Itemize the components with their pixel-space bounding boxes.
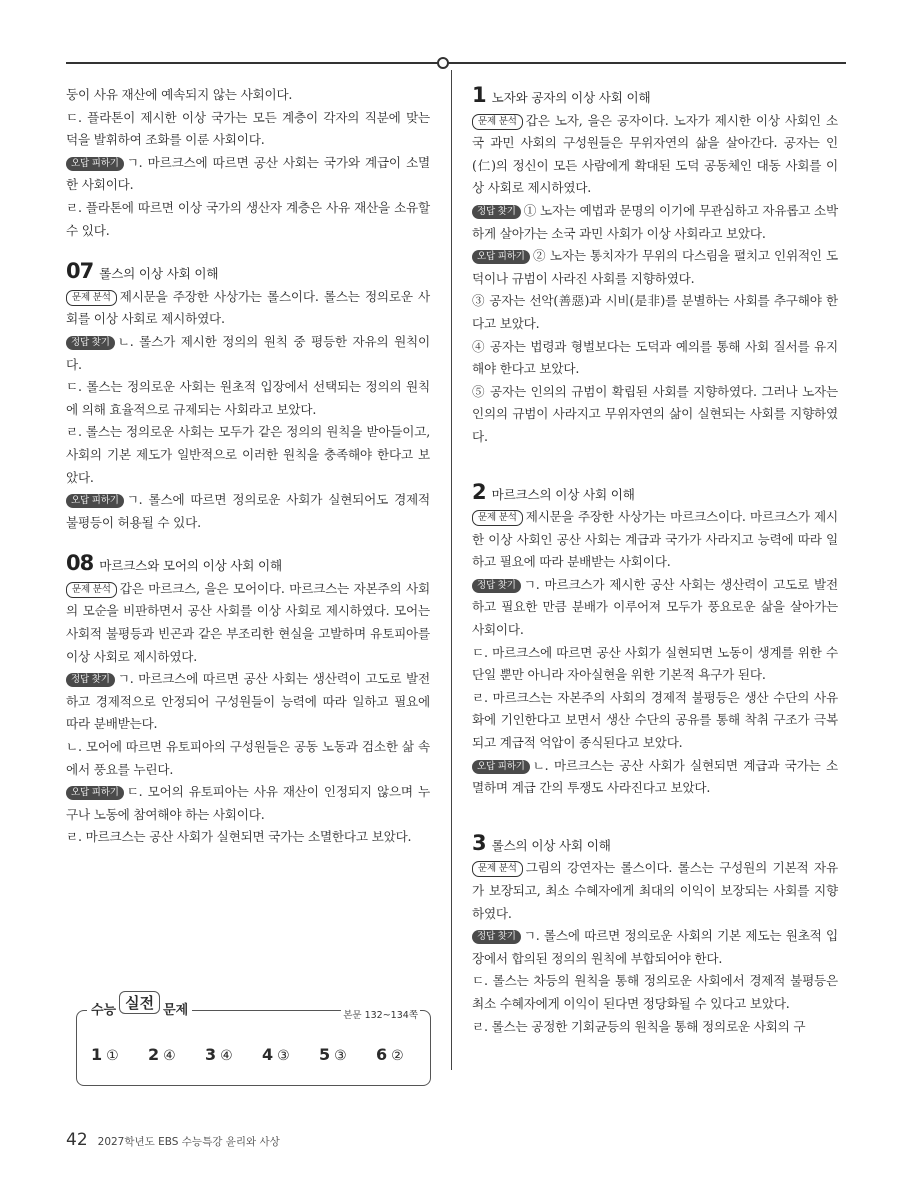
s2-analysis: 문제 분석 제시문을 주장한 사상가는 마르크스이다. 마르크스가 제시한 이상 사회인 공산 사회는 계급과 국가가 사라지고 능력에 따라 일하고 필요에 따라 분배받는 사회이다.: [472, 509, 838, 570]
s07-correct: 정답 찾기 ㄴ. 롤스가 제시한 정의의 원칙 중 평등한 자유의 원칙이다.: [66, 333, 430, 372]
section-2-title: 2 마르크스의 이상 사회 이해: [472, 479, 635, 504]
s08-wrong: 오답 피하기 ㄷ. 모어의 유토피아는 사유 재산이 인정되지 않으며 누구나 노동에 참여해야 하는 사회이다.: [66, 784, 430, 822]
s2-wrong: 오답 피하기 ㄴ. 마르크스는 공산 사회가 실현되면 계급과 국가는 소멸하며 계급 간의 투쟁도 사라진다고 보았다.: [472, 757, 838, 796]
column-divider: [451, 70, 452, 1070]
analysis-tag: 문제 분석: [472, 510, 523, 526]
page-number: 42: [66, 1130, 88, 1150]
s08-c2: ㄴ. 모어에 따르면 유토피아의 구성원들은 공동 노동과 검소한 삶 속에서 풍요를 누린다.: [66, 739, 430, 777]
left-column: [66, 84, 430, 849]
s2-correct: 정답 찾기 ㄱ. 마르크스가 제시한 공산 사회는 생산력이 고도로 발전하고 필요한 만큼 분배가 이루어져 모두가 풍요로운 삶을 살아가는 사회이다.: [472, 576, 838, 638]
page-footer: [66, 1130, 280, 1150]
s3-analysis: 문제 분석 그림의 강연자는 롤스이다. 롤스는 구성원의 기본적 자유가 보장되고, 최소 수혜자에게 최대의 이익이 보장되는 사회를 지향하였다.: [472, 860, 838, 921]
s3-c2: ㄷ. 롤스는 차등의 원칙을 통해 정의로운 사회에서 경제적 불평등은 최소 수혜자에게 이익이 된다면 정당화될 수 있다고 보았다.: [472, 973, 838, 1011]
section-3-title: 3 롤스의 이상 사회 이해: [472, 830, 611, 855]
s1-analysis: 문제 분석 갑은 노자, 을은 공자이다. 노자가 제시한 이상 사회인 소국 과민 사회의 구성원들은 무위자연의 삶을 살아간다. 공자는 인(仁)의 정신이 모든 사람에게 확대된 도덕 공동체인 대동 사회를 이상 사회로 제시하였다.: [472, 112, 838, 196]
wrong-tag: 오답 피하기: [472, 760, 530, 774]
s1-correct: 정답 찾기 ① 노자는 예법과 문명의 이기에 무관심하고 자유롭고 소박하게 살아가는 소국 과민 사회가 이상 사회라고 보았다.: [472, 202, 838, 241]
intro-wrong: 오답 피하기 ㄱ. 마르크스에 따르면 공산 사회는 국가와 계급이 소멸한 사회이다.: [66, 154, 430, 193]
answer-item: 3 ④: [205, 1045, 233, 1064]
s07-c3: ㄹ. 롤스는 정의로운 사회는 모두가 같은 정의의 원칙을 받아들이고, 사회의 기본 제도가 일반적으로 이러한 원칙을 충족해야 한다고 보았다.: [66, 424, 430, 485]
s08-w2: ㄹ. 마르크스는 공산 사회가 실현되면 국가는 소멸한다고 보았다.: [66, 829, 412, 845]
top-rule: [66, 62, 846, 64]
section-08-title: 08 마르크스와 모어의 이상 사회 이해: [66, 551, 282, 576]
wrong-tag: 오답 피하기: [66, 786, 124, 800]
intro-line-1: 둥이 사유 재산에 예속되지 않는 사회이다.: [66, 87, 293, 102]
answer-item: 2 ④: [148, 1045, 176, 1064]
analysis-tag: 문제 분석: [472, 861, 523, 877]
answer-item: 5 ③: [319, 1045, 347, 1064]
s08-correct: 정답 찾기 ㄱ. 마르크스에 따르면 공산 사회는 생산력이 고도로 발전하고 경제적으로 안정되어 구성원들이 능력에 따라 일하고 필요에 따라 분배받는다.: [66, 671, 430, 732]
correct-tag: 정답 찾기: [66, 336, 115, 350]
wrong-tag: 오답 피하기: [472, 250, 530, 264]
s1-w2: ③ 공자는 선악(善惡)과 시비(是非)를 분별하는 사회를 추구해야 한다고 보았다.: [472, 293, 838, 331]
s2-c2: ㄷ. 마르크스에 따르면 공산 사회가 실현되면 노동이 생계를 위한 수단일 뿐만 아니라 자아실현을 위한 기본적 욕구가 된다.: [472, 644, 838, 683]
answer-box: [76, 994, 431, 1086]
wrong-tag: 오답 피하기: [66, 157, 124, 171]
analysis-tag: 문제 분석: [472, 114, 523, 130]
s2-c3: ㄹ. 마르크스는 자본주의 사회의 경제적 불평등은 생산 수단의 사유화에 기인한다고 보면서 생산 수단의 공유를 통해 착취 구조가 극복되고 계급적 억압이 종식된다고 보았다.: [472, 689, 838, 751]
right-column: [472, 84, 838, 1038]
correct-tag: 정답 찾기: [472, 930, 521, 944]
analysis-tag: 문제 분석: [66, 582, 117, 598]
answer-box-label: 수능 실전 문제: [87, 997, 192, 1020]
section-1-title: 1 노자와 공자의 이상 사회 이해: [472, 83, 651, 107]
s1-wrong: 오답 피하기 ② 노자는 통치자가 무위의 다스림을 펼치고 인위적인 도덕이나 규범이 사라진 사회를 지향하였다.: [472, 248, 838, 286]
s3-correct: 정답 찾기 ㄱ. 롤스에 따르면 정의로운 사회의 기본 제도는 원초적 입장에서 합의된 정의의 원칙에 부합되어야 한다.: [472, 928, 838, 966]
answer-list: [91, 1045, 433, 1064]
s07-wrong: 오답 피하기 ㄱ. 롤스에 따르면 정의로운 사회가 실현되어도 경제적 불평등이 허용될 수 있다.: [66, 492, 430, 530]
correct-tag: 정답 찾기: [472, 205, 521, 219]
analysis-tag: 문제 분석: [66, 290, 117, 306]
answer-item: 1 ①: [91, 1045, 119, 1064]
intro-line-2: ㄷ. 플라톤이 제시한 이상 국가는 모든 계층이 각자의 직분에 맞는 덕을 발휘하여 조화를 이룬 사회이다.: [66, 109, 430, 148]
book-title: 2027학년도 EBS 수능특강 윤리와 사상: [97, 1136, 280, 1148]
wrong-tag: 오답 피하기: [66, 494, 124, 508]
intro-last: ㄹ. 플라톤에 따르면 이상 국가의 생산자 계층은 사유 재산을 소유할 수 있다.: [66, 199, 430, 238]
s08-analysis: 문제 분석 갑은 마르크스, 을은 모어이다. 마르크스는 자본주의 사회의 모순을 비판하면서 공산 사회를 이상 사회로 제시하였다. 모어는 사회적 불평등과 빈곤과 같은 부조리한 현실을 고발하며 유토피아를 이상 사회로 제시하였다.: [66, 580, 430, 664]
answer-item: 6 ②: [376, 1045, 404, 1064]
s1-w3: ④ 공자는 법령과 형벌보다는 도덕과 예의를 통해 사회 질서를 유지해야 한다고 보았다.: [472, 338, 838, 377]
top-rule-dot: [437, 57, 449, 69]
answer-item: 4 ③: [262, 1045, 290, 1064]
s07-c2: ㄷ. 롤스는 정의로운 사회는 원초적 입장에서 선택되는 정의의 원칙에 의해 효율적으로 규제되는 사회라고 보았다.: [66, 379, 430, 417]
s3-c3: ㄹ. 롤스는 공정한 기회균등의 원칙을 통해 정의로운 사회의 구: [472, 1018, 806, 1034]
answer-box-page-ref: 본문 132~134쪽: [341, 1007, 420, 1021]
correct-tag: 정답 찾기: [472, 579, 521, 593]
correct-tag: 정답 찾기: [66, 673, 115, 687]
s1-w4: ⑤ 공자는 인의의 규범이 확립된 사회를 지향하였다. 그러나 노자는 인의의 규범이 사라지고 무위자연의 삶이 실현되는 사회를 지향하였다.: [472, 383, 838, 444]
s07-analysis: 문제 분석 제시문을 주장한 사상가는 롤스이다. 롤스는 정의로운 사회를 이상 사회로 제시하였다.: [66, 288, 430, 327]
section-07-title: 07 롤스의 이상 사회 이해: [66, 259, 219, 284]
